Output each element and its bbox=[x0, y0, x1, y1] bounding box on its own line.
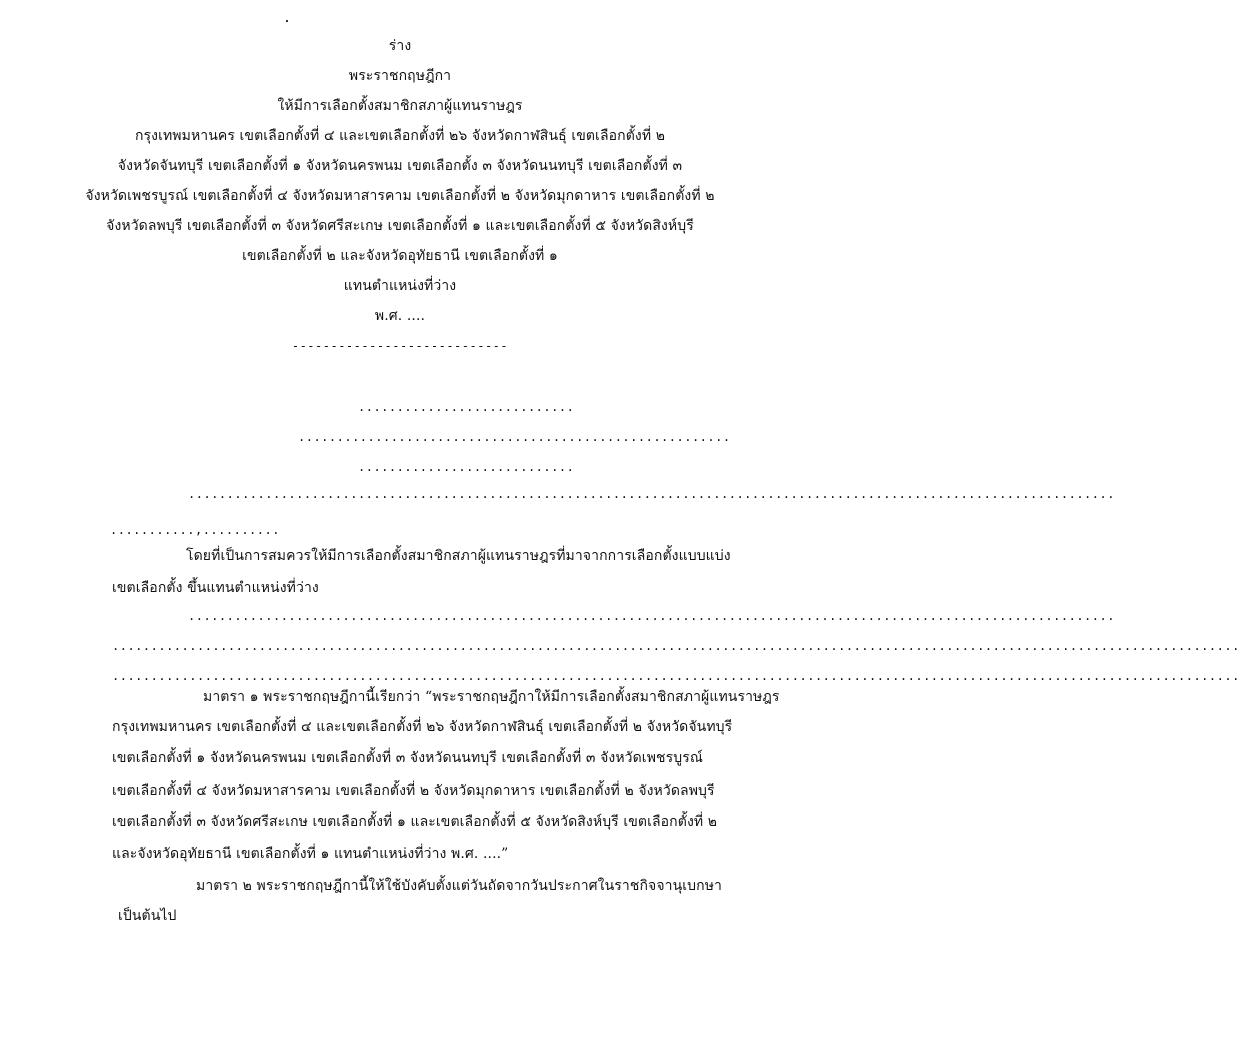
section-1-line-5: เขตเลือกตั้งที่ ๓ จังหวัดศรีสะเกษ เขตเลือกตั้งที่ ๑ และเขตเลือกตั้งที่ ๕ จังหวัดสิงห์บุรี เขตเลือกตั้งที่ ๒ bbox=[112, 814, 718, 830]
area-line-1: กรุงเทพมหานคร เขตเลือกตั้งที่ ๔ และเขตเลือกตั้งที่ ๒๖ จังหวัดกาฬสินธุ์ เขตเลือกตั้งที่ ๒ bbox=[134, 128, 666, 144]
decree-title: พระราชกฤษฎีกา bbox=[348, 68, 452, 84]
section-1-line-4: เขตเลือกตั้งที่ ๔ จังหวัดมหาสารคาม เขตเลือกตั้งที่ ๒ จังหวัดมุกดาหาร เขตเลือกตั้งที่ ๒ จังหวัดลพบุรี bbox=[112, 783, 715, 799]
section-2-line-1: มาตรา ๒ พระราชกฤษฎีกานี้ให้ใช้บังคับตั้งแต่วันถัดจากวันประกาศในราชกิจจานุเบกษา bbox=[196, 878, 723, 894]
reason-line-2: เขตเลือกตั้ง ขึ้นแทนตำแหน่งที่ว่าง bbox=[112, 580, 319, 596]
area-line-5: เขตเลือกตั้งที่ ๒ และจังหวัดอุทัยธานี เขตเลือกตั้งที่ ๑ bbox=[242, 248, 558, 264]
section-1-line-6: และจังหวัดอุทัยธานี เขตเลือกตั้งที่ ๑ แทนตำแหน่งที่ว่าง พ.ศ. ....” bbox=[112, 846, 509, 862]
section-1-line-1: มาตรา ๑ พระราชกฤษฎีกานี้เรียกว่า “พระราชกฤษฎีกาให้มีการเลือกตั้งสมาชิกสภาผู้แทนราษฎร bbox=[203, 689, 780, 705]
year-label: พ.ศ. .... bbox=[374, 308, 426, 324]
reason-line-1: โดยที่เป็นการสมควรให้มีการเลือกตั้งสมาชิกสภาผู้แทนราษฎรที่มาจากการเลือกตั้งแบบแบ่ง bbox=[186, 548, 731, 564]
preamble-dots-7: .................................................................................................................................................. bbox=[112, 639, 1240, 653]
preamble-dots-1: ............................ bbox=[358, 400, 575, 414]
preamble-dots-3: ............................ bbox=[358, 460, 575, 474]
preamble-dots-8: .................................................................................................................................................. bbox=[112, 669, 1240, 683]
preamble-dots-5: ...........,.......... bbox=[110, 523, 280, 537]
section-2-line-2: เป็นต้นไป bbox=[118, 908, 177, 924]
preamble-dots-2: ........................................................ bbox=[298, 430, 731, 444]
header-separator: ---------------------------- bbox=[291, 339, 509, 353]
decree-subject: ให้มีการเลือกตั้งสมาชิกสภาผู้แทนราษฎร bbox=[277, 98, 523, 114]
area-line-2: จังหวัดจันทบุรี เขตเลือกตั้งที่ ๑ จังหวัดนครพนม เขตเลือกตั้ง ๓ จังหวัดนนทบุรี เขตเลือกตั้งที่ ๓ bbox=[117, 158, 683, 174]
section-1-line-2: กรุงเทพมหานคร เขตเลือกตั้งที่ ๔ และเขตเลือกตั้งที่ ๒๖ จังหวัดกาฬสินธุ์ เขตเลือกตั้งที่ ๒ จังหวัดจันทบุรี bbox=[112, 719, 733, 735]
scan-speck bbox=[286, 20, 288, 22]
preamble-dots-6: ........................................................................................................................ bbox=[188, 609, 1115, 623]
area-line-4: จังหวัดลพบุรี เขตเลือกตั้งที่ ๓ จังหวัดศรีสะเกษ เขตเลือกตั้งที่ ๑ และเขตเลือกตั้งที่ ๕ จังหวัดสิงห์บุรี bbox=[106, 218, 694, 234]
draft-label: ร่าง bbox=[388, 38, 412, 54]
preamble-dots-4: ........................................................................................................................ bbox=[188, 487, 1115, 501]
section-1-line-3: เขตเลือกตั้งที่ ๑ จังหวัดนครพนม เขตเลือกตั้งที่ ๓ จังหวัดนนทบุรี เขตเลือกตั้งที่ ๓ จังหวัดเพชรบูรณ์ bbox=[112, 750, 703, 766]
area-line-3: จังหวัดเพชรบูรณ์ เขตเลือกตั้งที่ ๔ จังหวัดมหาสารคาม เขตเลือกตั้งที่ ๒ จังหวัดมุกดาหาร เขตเลือกตั้งที่ ๒ bbox=[85, 188, 715, 204]
vacancy-label: แทนตำแหน่งที่ว่าง bbox=[343, 278, 457, 294]
